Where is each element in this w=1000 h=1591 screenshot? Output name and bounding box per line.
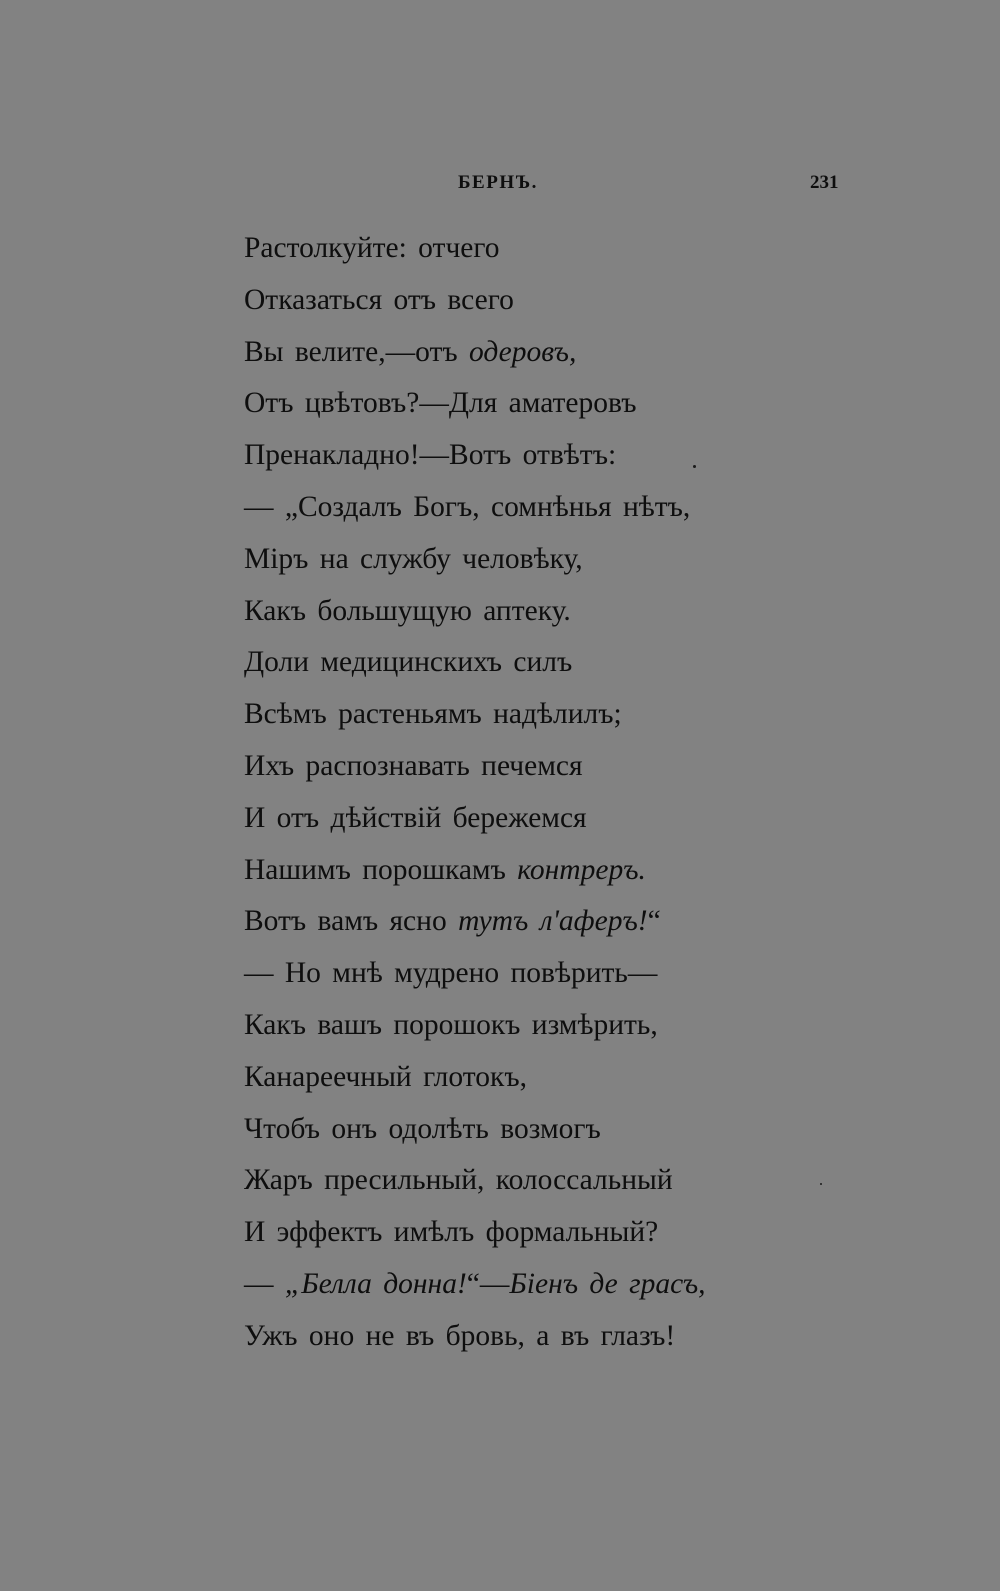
text-segment: Жаръ пресильный, колоссальный [244,1164,673,1197]
poem-line [244,1316,804,1368]
poem-line [244,1212,804,1264]
text-segment: Вотъ вамъ ясно [244,905,459,938]
poem-text [244,228,804,1368]
text-segment: Пренакладно!—Вотъ отвѣтъ: [244,439,617,472]
text-segment: Нашимъ порошкамъ [244,853,518,886]
text-segment: “ [647,905,661,938]
poem-line [244,228,804,280]
poem-line [244,1160,804,1212]
poem-line [244,383,804,435]
text-segment: Ужъ оно не въ бровь, а въ глазъ! [244,1319,676,1352]
text-segment: Всѣмъ растеньямъ надѣлилъ; [244,698,622,731]
poem-line [244,850,804,902]
text-segment: Ихъ распознавать печемся [244,749,583,782]
poem-line [244,953,804,1005]
poem-line [244,1109,804,1161]
text-segment: Какъ большущую аптеку. [244,594,571,627]
running-head [0,172,1000,202]
italic-segment: контреръ. [517,853,646,886]
poem-line [244,1264,804,1316]
text-segment: Отъ цвѣтовъ?—Для аматеровъ [244,387,637,420]
poem-line [244,435,804,487]
text-segment: Вы велите,—отъ [244,335,469,368]
poem-line [244,642,804,694]
poem-line [244,1057,804,1109]
running-title: БЕРНЪ. [458,172,538,193]
poem-line [244,901,804,953]
text-segment: “— [466,1267,510,1300]
poem-line [244,539,804,591]
poem-line [244,591,804,643]
print-speck [693,465,696,468]
poem-line [244,487,804,539]
poem-line [244,1005,804,1057]
page-number: 231 [810,172,839,193]
text-segment: — [244,1267,285,1300]
poem-line [244,798,804,850]
text-segment: — Но мнѣ мудрено повѣрить— [244,957,658,990]
text-segment: Какъ вашъ порошокъ измѣрить, [244,1008,658,1041]
poem-line [244,332,804,384]
italic-segment: тутъ л'аферъ! [458,905,648,938]
italic-segment: „Белла донна! [284,1267,467,1300]
poem-line [244,746,804,798]
text-segment: Канареечный глотокъ, [244,1060,527,1093]
text-segment: Міръ на службу человѣку, [244,542,583,575]
text-segment: Доли медицинскихъ силъ [244,646,573,679]
text-segment: Растолкуйте: отчего [244,232,500,264]
text-segment: Отказаться отъ всего [244,283,514,316]
text-segment: — „Создалъ Богъ, сомнѣнья нѣтъ, [244,490,691,523]
text-segment: И отъ дѣйствій бережемся [244,801,587,834]
poem-line [244,280,804,332]
italic-segment: Біенъ де грасъ, [509,1267,706,1300]
poem-line [244,694,804,746]
text-segment: Чтобъ онъ одолѣть возмогъ [244,1112,601,1145]
italic-segment: одеровъ, [468,335,577,368]
text-segment: И эффектъ имѣлъ формальный? [244,1216,659,1249]
print-speck [820,1183,822,1185]
